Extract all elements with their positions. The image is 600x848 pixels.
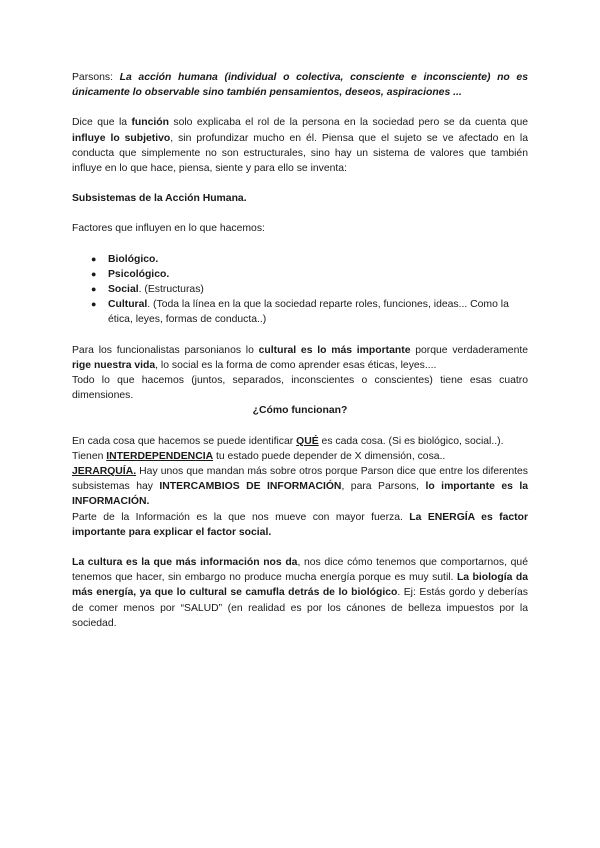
bold-underline-run: QUÉ — [296, 435, 319, 447]
que-paragraph — [72, 434, 528, 449]
heading-subsistemas: Subsistemas de la Acción Humana. — [72, 193, 247, 205]
bold-run: La ENERGÍA es factor importante para explicar el factor social. — [72, 511, 529, 538]
list-item — [72, 252, 528, 267]
bullet-icon: ● — [91, 268, 97, 279]
text-run: , sin profundizar mucho en él. Piensa que el sujeto se ve afectado en la conducta que simplemente no son estructurales, sino hay un sistema de valores que también influye en lo que hace, piensa, siente y para ello se inventa: — [72, 132, 528, 175]
list-item — [72, 297, 528, 327]
bullet-icon: ● — [91, 284, 97, 295]
text-run: Parte de la Información es la que nos mueve con mayor fuerza. — [72, 511, 410, 523]
bullet-icon: ● — [91, 253, 97, 264]
bullet-icon: ● — [91, 299, 97, 310]
jerarquia-paragraph — [72, 464, 528, 510]
bold-run: lo importante es la INFORMACIÓN. — [72, 481, 528, 508]
energia-paragraph — [72, 510, 528, 540]
final-paragraph — [72, 555, 528, 631]
list-item — [72, 282, 528, 297]
funcion-paragraph — [72, 115, 528, 176]
text-run: Hay unos que mandan más sobre otros porque Parson dice que entre los diferentes subsistemas hay — [72, 466, 528, 493]
bold-underline-run: JERARQUÍA. — [72, 466, 137, 478]
dimensiones-line: Todo lo que hacemos (juntos, separados, inconscientes o conscientes) tiene esas cuatro dimensiones. — [72, 375, 528, 402]
text-run: Dice que la — [72, 117, 132, 129]
bold-run: La biología da más energía, ya que lo cultural se camufla detrás de lo biológico — [72, 572, 528, 599]
text-run: Tienen — [72, 450, 107, 462]
intro-bold-italic: La acción humana (individual o colectiva, consciente e inconsciente) no es únicamente lo observable sino también pensamientos, deseos, aspiraciones ... — [72, 72, 528, 99]
bold-run: cultural es lo más importante — [258, 344, 411, 356]
text-run: , nos dice cómo tenemos que comportarnos, qué tenemos que hacer, sin embargo no produce mucha energía porque es muy sutil. — [72, 557, 528, 584]
text-run: Para los funcionalistas parsonianos lo — [72, 344, 259, 356]
intro-prefix: Parsons: — [72, 72, 120, 83]
factores-intro: Factores que influyen en lo que hacemos: — [72, 223, 265, 235]
cultural-paragraph — [72, 343, 528, 373]
interdependencia-paragraph — [72, 449, 528, 464]
bullet-label: Cultural — [108, 299, 148, 311]
intro-paragraph — [72, 70, 528, 100]
text-run: , para Parsons, — [341, 481, 426, 493]
bullet-label: Social — [108, 284, 139, 296]
bullet-text: . (Estructuras) — [138, 284, 204, 296]
text-run: . Ej: Estás gordo y deberías de comer menos por “SALUD” (en realidad es por los cánones de belleza impuestos por la sociedad. — [72, 587, 529, 629]
bold-run: rige nuestra vida — [72, 359, 156, 371]
bold-run: influye lo subjetivo — [72, 132, 171, 144]
bullet-label: Psicológico. — [108, 268, 170, 280]
text-run: , lo social es la forma de como aprender esas éticas, leyes.... — [155, 359, 437, 371]
bold-underline-run: INTERDEPENDENCIA — [106, 450, 214, 462]
bullet-label: Biológico. — [108, 253, 159, 265]
bold-run: INTERCAMBIOS DE INFORMACIÓN — [159, 481, 342, 493]
bold-run: La cultura es la que más información nos da — [72, 557, 298, 569]
text-run: solo explicaba el rol de la persona en la sociedad pero se da cuenta que — [168, 117, 529, 129]
document-body — [72, 70, 528, 631]
text-run: es cada cosa. (Si es biológico, social..). — [318, 435, 504, 447]
text-run: porque verdaderamente — [410, 344, 529, 356]
text-run: En cada cosa que hacemos se puede identificar — [72, 435, 297, 447]
bold-run: función — [131, 117, 169, 129]
list-item — [72, 267, 528, 282]
bullet-text: . (Toda la línea en la que la sociedad reparte roles, funciones, ideas... Como la ética, leyes, formas de conducta..) — [108, 299, 509, 326]
text-run: tu estado puede depender de X dimensión, cosa.. — [213, 450, 446, 462]
heading-como-funcionan: ¿Cómo funcionan? — [252, 405, 348, 417]
factores-list — [72, 252, 528, 328]
